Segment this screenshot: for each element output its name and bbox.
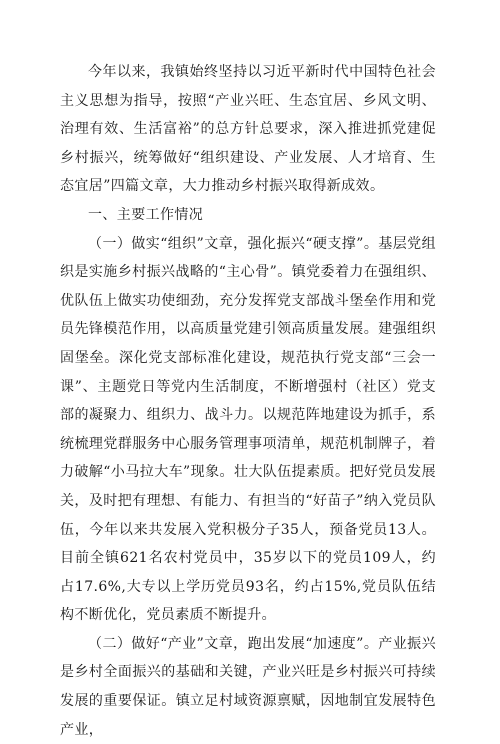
item-1-paragraph: （一）做实“组织”文章，强化振兴“硬支撑”。基层党组织是实施乡村振兴战略的“主心骨”。镇党委着力在强组织、优队伍上做实功使细劲，充分发挥党支部战斗堡垒作用和党员先锋模范作用，以高质量党建引领高质量发展。建强组织固堡垒。深化党支部标准化建设，规范执行党支部“三会一课”、主题党日等党内生活制度，不断增强村（社区）党支部的凝聚力、组织力、战斗力。以规范阵地建设为抓手，系统梳理党群服务中心服务管理事项清单，规范机制牌子，着力破解“小马拉大车”现象。壮大队伍提素质。把好党员发展关，及时把有理想、有能力、有担当的“好苗子”纳入党员队伍，今年以来共发展入党积极分子35人，预备党员13人。目前全镇621名农村党员中，35岁以下的党员109人，约占17.6%,大专以上学历党员93名，约占15%,党员队伍结构不断优化，党员素质不断提升。 bbox=[60, 235, 436, 624]
intro-paragraph: 今年以来，我镇始终坚持以习近平新时代中国特色社会主义思想为指导，按照“产业兴旺、生态宜居、乡风文明、治理有效、生活富裕”的总方针总要求，深入推进抓党建促乡村振兴，统筹做好“组织建设、产业发展、人才培育、生态宜居”四篇文章，大力推动乡村振兴取得新成效。 bbox=[60, 64, 436, 195]
section-heading: 一、主要工作情况 bbox=[88, 206, 204, 223]
item-2-paragraph: （二）做好“产业”文章，跑出发展“加速度”。产业振兴是乡村全面振兴的基础和关键，产业兴旺是乡村振兴可持续发展的重要保证。镇立足村域资源禀赋，因地制宜发展特色产业， bbox=[60, 635, 436, 738]
